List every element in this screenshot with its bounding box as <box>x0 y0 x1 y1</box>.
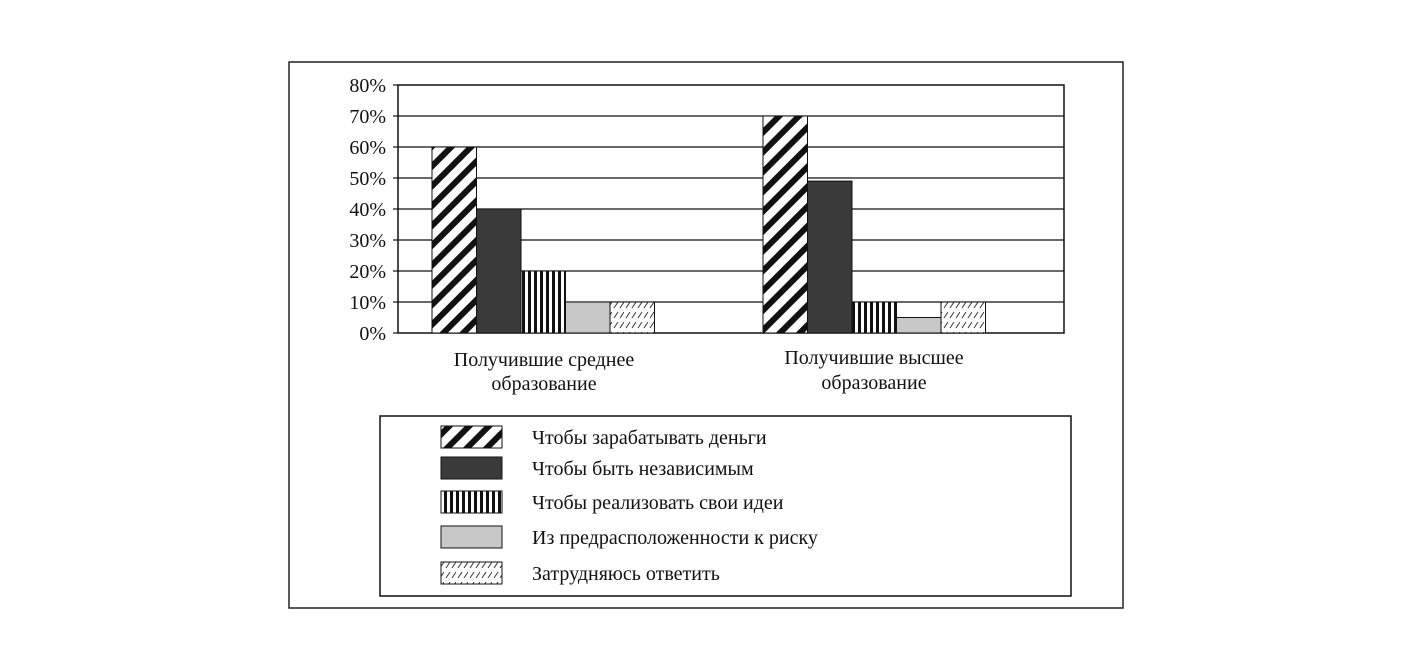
legend-swatch-risk <box>441 526 502 548</box>
bar-series-4-category-1 <box>566 302 611 333</box>
bar-series-3-category-1 <box>521 271 566 333</box>
legend-swatch-independent <box>441 457 502 479</box>
legend-label-realize-ideas: Чтобы реализовать свои идеи <box>532 492 784 514</box>
y-tick-label: 30% <box>349 230 386 252</box>
legend-label-independent: Чтобы быть независимым <box>532 458 754 480</box>
legend-swatch-earn-money <box>441 426 502 448</box>
y-tick-label: 70% <box>349 106 386 128</box>
category-label-2-line2: образование <box>821 372 927 394</box>
legend-swatch-realize-ideas <box>441 491 502 513</box>
y-tick-label: 60% <box>349 137 386 159</box>
y-axis-tick-labels <box>349 75 386 345</box>
y-tick-label: 40% <box>349 199 386 221</box>
category-label-1-line1: Получившие среднее <box>453 349 635 371</box>
category-label-2-line1: Получившие высшее <box>784 347 964 369</box>
bar-series-2-category-1 <box>477 209 522 333</box>
y-tick-label: 20% <box>349 261 386 283</box>
y-tick-label: 50% <box>349 168 386 190</box>
category-label-1-line2: образование <box>491 373 597 395</box>
bar-series-3-category-2 <box>852 302 897 333</box>
legend-label-hard-to-say: Затрудняюсь ответить <box>532 563 720 585</box>
bar-series-4-category-2 <box>897 318 942 334</box>
bar-series-2-category-2 <box>808 181 853 333</box>
legend-swatch-hard-to-say <box>441 562 502 584</box>
y-tick-label: 0% <box>359 323 386 345</box>
y-tick-label: 10% <box>349 292 386 314</box>
bar-series-1-category-2 <box>763 116 808 333</box>
bar-series-5-category-1 <box>610 302 655 333</box>
legend-label-earn-money: Чтобы зарабатывать деньги <box>532 427 767 449</box>
bar-series-5-category-2 <box>941 302 986 333</box>
legend-label-risk: Из предрасположенности к риску <box>532 527 818 549</box>
y-tick-label: 80% <box>349 75 386 97</box>
bar-series-1-category-1 <box>432 147 477 333</box>
